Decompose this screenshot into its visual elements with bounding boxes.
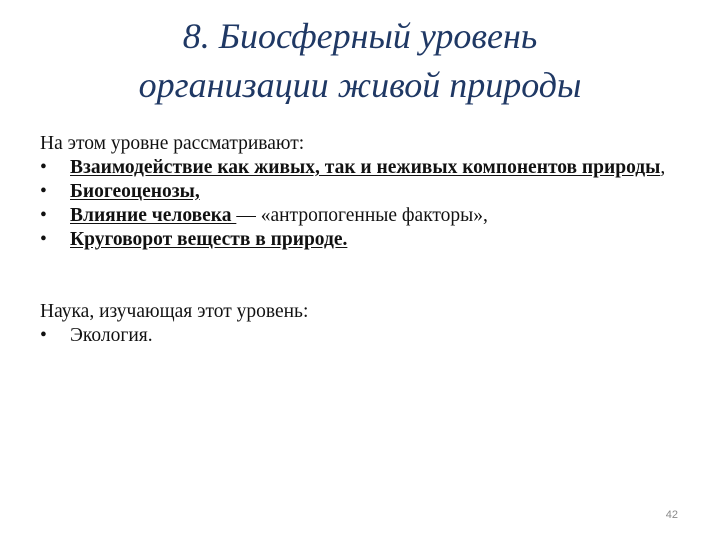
bullet-icon: • bbox=[40, 229, 47, 250]
list-item bbox=[40, 324, 700, 348]
list-item-rest: — «антропогенные факторы», bbox=[236, 205, 488, 226]
slide-title bbox=[0, 12, 720, 110]
slide-title-line-2: организации живой природы bbox=[138, 65, 582, 105]
slide-title-line-1: 8. Биосферный уровень bbox=[182, 16, 538, 56]
list-item bbox=[40, 204, 700, 228]
bullet-icon: • bbox=[40, 181, 47, 202]
list-item bbox=[40, 156, 700, 180]
list-item-emphasis: Взаимодействие как живых, так и неживых компонентов природы bbox=[70, 157, 661, 178]
page-number: 42 bbox=[665, 509, 678, 521]
list-item-emphasis: Круговорот веществ в природе. bbox=[70, 229, 348, 250]
bullet-icon: • bbox=[40, 205, 47, 226]
list-item-rest: , bbox=[660, 157, 666, 178]
science-item-text: Экология. bbox=[70, 325, 153, 346]
list-item bbox=[40, 180, 700, 204]
topics-list bbox=[40, 156, 700, 252]
slide-body bbox=[40, 132, 700, 348]
bullet-icon: • bbox=[40, 325, 47, 346]
list-item-emphasis: Биогеоценозы, bbox=[70, 181, 200, 202]
spacer bbox=[40, 252, 700, 300]
list-item bbox=[40, 228, 700, 252]
bullet-icon: • bbox=[40, 157, 47, 178]
intro-text: На этом уровне рассматривают: bbox=[40, 133, 305, 154]
science-intro-text: Наука, изучающая этот уровень: bbox=[40, 301, 309, 322]
list-item-emphasis: Влияние человека bbox=[70, 205, 237, 226]
science-list bbox=[40, 324, 700, 348]
